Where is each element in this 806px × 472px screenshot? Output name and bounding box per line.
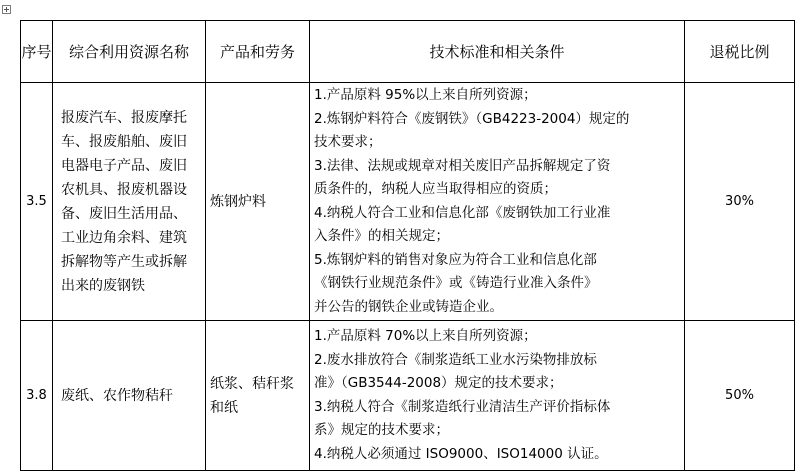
table-row (21, 83, 795, 321)
cell-standard (310, 321, 685, 471)
table-header-row (21, 21, 795, 83)
product-text: 纸浆、秸秆浆和纸 (210, 375, 294, 416)
cell-resource (53, 83, 206, 321)
header-standard (310, 21, 685, 83)
standard-line: 1.产品原料 95%以上来自所列资源； (314, 87, 537, 103)
standard-line: 《钢铁行业规范条件》或《铸造行业准入条件》 (314, 275, 598, 291)
product-text: 炼钢炉料 (210, 193, 266, 210)
standard-line: 2.废水排放符合《制浆造纸工业水污染物排放标 (314, 351, 597, 368)
cell-rate: 30% (685, 83, 795, 321)
cell-product (206, 83, 310, 321)
standard-line: 入条件》的相关规定； (314, 228, 449, 244)
standard-line: 准》（GB3544-2008）规定的技术要求； (314, 375, 563, 391)
standard-line: 4.纳税人必须通过 ISO9000、ISO14000 认证。 (314, 445, 608, 462)
standard-line: 3.纳税人符合《制浆造纸行业清洁生产评价指标体 (314, 398, 611, 415)
cell-resource (53, 321, 206, 471)
cell-seq: 3.5 (21, 83, 53, 321)
standard-line: 并公告的钢铁企业或铸造企业。 (314, 298, 503, 315)
header-rate-label: 退税比例 (709, 43, 770, 61)
header-seq (21, 21, 53, 83)
cell-rate: 50% (685, 321, 795, 471)
cell-standard (310, 83, 685, 321)
cell-seq: 3.8 (21, 321, 53, 471)
header-resource (53, 21, 206, 83)
header-resource-label: 综合利用资源名称 (68, 43, 189, 61)
standard-line: 1.产品原料 70%以上来自所列资源； (314, 328, 537, 344)
cell-product (206, 321, 310, 471)
header-seq-label: 序号 (21, 42, 52, 61)
header-product (206, 21, 310, 83)
standard-line: 质条件的，纳税人应当取得相应的资质； (314, 181, 557, 197)
standard-line: 2.炼钢炉料符合《废钢铁》（GB4223-2004）规定的 (314, 110, 630, 127)
tax-refund-policy-table (20, 20, 795, 471)
resource-text: 废纸、农作物秸秆 (61, 387, 173, 404)
header-standard-label: 技术标准和相关条件 (429, 43, 565, 61)
standard-line: 5.炼钢炉料的销售对象应为符合工业和信息化部 (314, 251, 597, 268)
standard-line: 4.纳税人符合工业和信息化部《废钢铁加工行业准 (314, 204, 611, 221)
resource-text: 报废汽车、报废摩托车、报废船舶、废旧电器电子产品、废旧农机具、报废机器设备、废旧生活用品、工业边角余料、建筑拆解物等产生或拆解出来的废钢铁 (61, 109, 187, 294)
standard-line: 系》规定的技术要求； (314, 422, 449, 438)
standard-line: 技术要求； (314, 134, 382, 150)
header-product-label: 产品和劳务 (219, 43, 295, 61)
table-move-handle-icon[interactable] (2, 5, 11, 14)
table-row (21, 321, 795, 471)
standard-line: 3.法律、法规或规章对相关废旧产品拆解规定了资 (314, 157, 611, 174)
header-rate (685, 21, 795, 83)
